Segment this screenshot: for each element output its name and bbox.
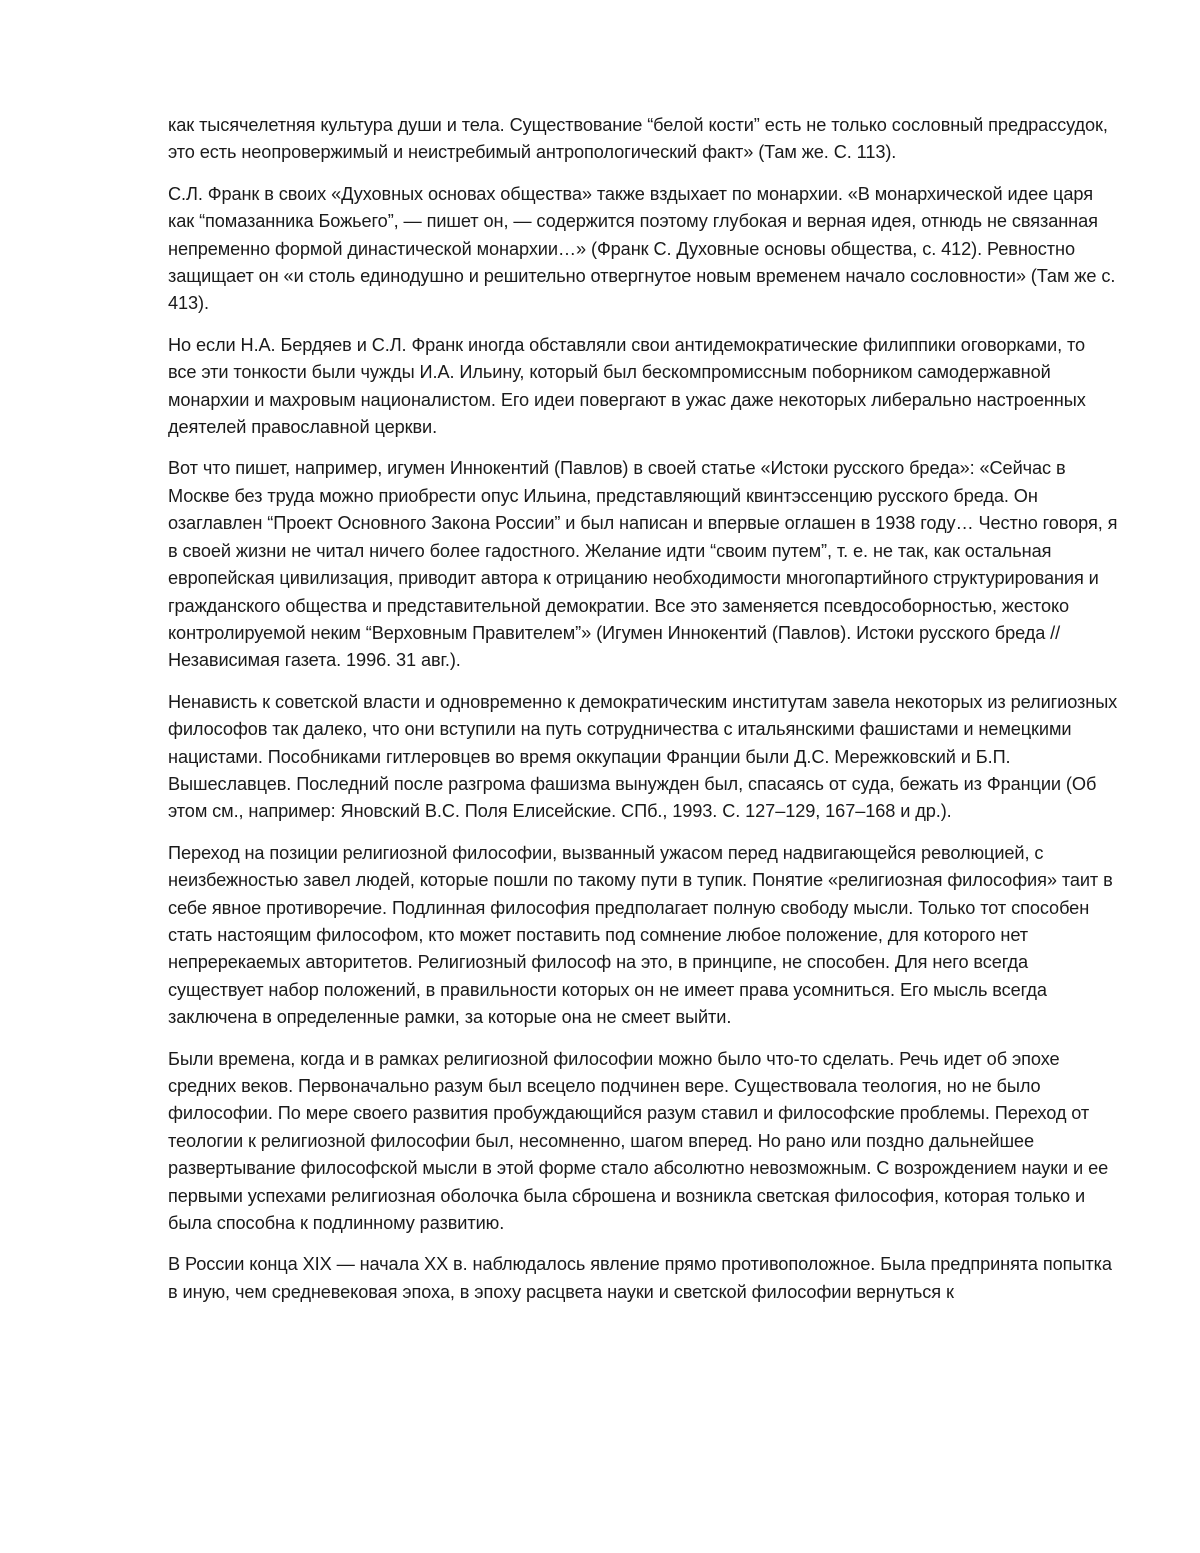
paragraph: С.Л. Франк в своих «Духовных основах общества» также вздыхает по монархии. «В монархической идее царя как “помазанника Божьего”, — пишет он, — содержится поэтому глубокая и верная идея, отнюдь не связанная непременно формой династической монархии…» (Франк С. Духовные основы общества, с. 412). Ревностно защищает он «и столь единодушно и решительно отвергнутое новым временем начало сословности» (Там же с. 413).	[168, 183, 1116, 314]
paragraph: Были времена, когда и в рамках религиозной философии можно было что-то сделать. Речь идет об эпохе средних веков. Первоначально разум был всецело подчинен вере. Существовала теология, но не было философии. По мере своего развития пробуждающийся разум ставил и философские проблемы. Переход от теологии к религиозной философии был, несомненно, шагом вперед. Но рано или поздно дальнейшее развертывание философской мысли в этой форме стало абсолютно невозможным. С возрождением науки и ее первыми успехами религиозная оболочка была сброшена и возникла светская философия, которая только и была способна к подлинному развитию.	[168, 1048, 1109, 1234]
document-body	[168, 112, 1118, 1320]
paragraph: Переход на позиции религиозной философии, вызванный ужасом перед надвигающейся революцией, с неизбежностью завел людей, которые пошли по такому пути в тупик. Понятие «религиозная философия» таит в себе явное противоречие. Подлинная философия предполагает полную свободу мысли. Только тот способен стать настоящим философом, кто может поставить под сомнение любое положение, для которого нет непререкаемых авторитетов. Религиозный философ на это, в принципе, не способен. Для него всегда существует набор положений, в правильности которых он не имеет права усомниться. Его мысль всегда заключена в определенные рамки, за которые она не смеет выйти.	[168, 842, 1113, 1028]
paragraph: Но если Н.А. Бердяев и С.Л. Франк иногда обставляли свои антидемократические филиппики оговорками, то все эти тонкости были чужды И.А. Ильину, который был бескомпромиссным поборником самодержавной монархии и махровым националистом. Его идеи повергают в ужас даже некоторых либерально настроенных деятелей православной церкви.	[168, 334, 1086, 438]
paragraph: Вот что пишет, например, игумен Иннокентий (Павлов) в своей статье «Истоки русского бреда»: «Сейчас в Москве без труда можно приобрести опус Ильина, представляющий квинтэссенцию русского бреда. Он озаглавлен “Проект Основного Закона России” и был написан и впервые оглашен в 1938 году… Честно говоря, я в своей жизни не читал ничего более гадостного. Желание идти “своим путем”, т. е. не так, как остальная европейская цивилизация, приводит автора к отрицанию необходимости многопартийного структурирования и гражданского общества и представительной демократии. Все это заменяется псевдособорностью, жестоко контролируемой неким “Верховным Правителем”» (Игумен Иннокентий (Павлов). Истоки русского бреда // Независимая газета. 1996. 31 авг.).	[168, 458, 1118, 671]
paragraph: В России конца XIX — начала XX в. наблюдалось явление прямо противоположное. Была предпринята попытка в иную, чем средневековая эпоха, в эпоху расцвета науки и светской философии вернуться к	[168, 1254, 1112, 1302]
paragraph: Ненависть к советской власти и одновременно к демократическим институтам завела некоторых из религиозных философов так далеко, что они вступили на путь сотрудничества с итальянскими фашистами и немецкими нацистами. Пособниками гитлеровцев во время оккупации Франции были Д.С. Мережковский и Б.П. Вышеславцев. Последний после разгрома фашизма вынужден был, спасаясь от суда, бежать из Франции (Об этом см., например: Яновский В.С. Поля Елисейские. СПб., 1993. С. 127–129, 167–168 и др.).	[168, 691, 1118, 822]
paragraph: как тысячелетняя культура души и тела. Существование “белой кости” есть не только сословный предрассудок, это есть неопровержимый и неистребимый антропологический факт» (Там же. С. 113).	[168, 115, 1108, 163]
